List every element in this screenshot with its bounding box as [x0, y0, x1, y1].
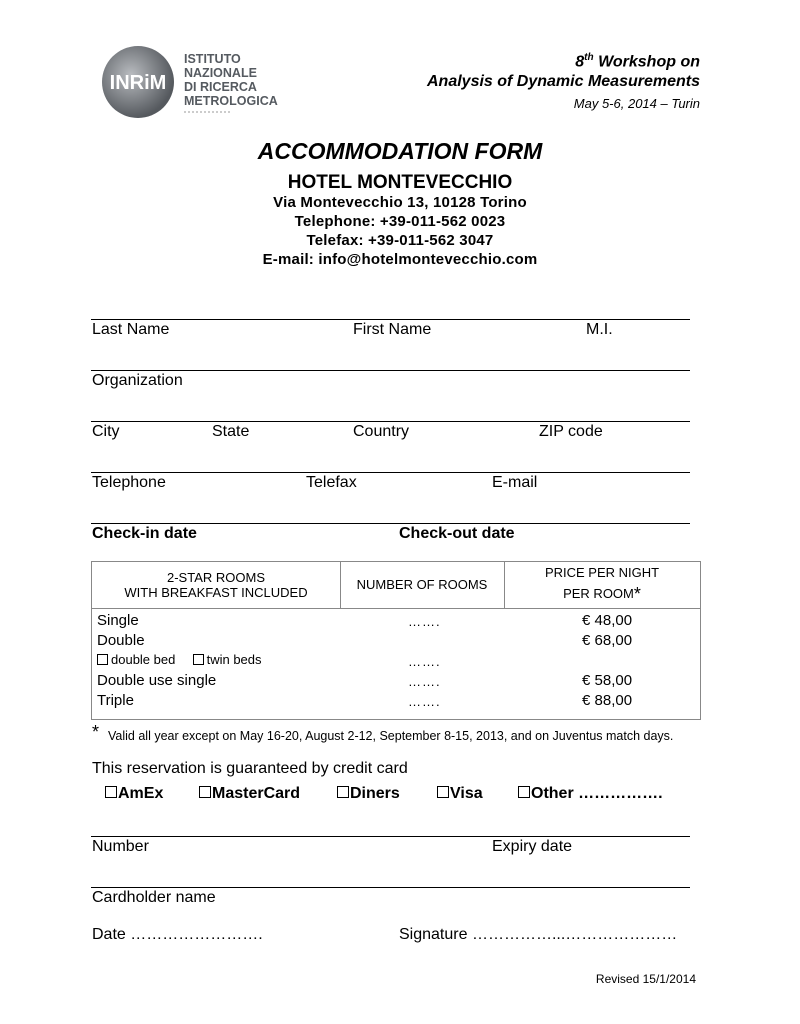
price-double-use-single: € 58,00 [582, 672, 633, 689]
email-label: E-mail [492, 474, 538, 491]
organization-label: Organization [92, 372, 183, 389]
signature-field[interactable]: Signature ……………...………………… [399, 926, 678, 943]
last-name-line[interactable] [91, 319, 690, 320]
country-label: Country [353, 423, 410, 440]
room-type-single: Single [97, 612, 139, 629]
hotel-telefax: Telefax: +39-011-562 3047 [306, 232, 494, 249]
city-label: City [92, 423, 120, 440]
card-visa-option[interactable]: Visa [437, 785, 483, 803]
col-number-header: NUMBER OF ROOMS [356, 577, 488, 592]
double-bed-checkbox[interactable] [97, 654, 108, 665]
dates-line[interactable] [91, 523, 690, 524]
hotel-email: E-mail: info@hotelmontevecchio.com [262, 251, 538, 268]
diners-checkbox[interactable] [337, 786, 349, 798]
revision-date: Revised 15/1/2014 [595, 972, 696, 986]
bed-options [97, 652, 262, 667]
hotel-address: Via Montevecchio 13, 10128 Torino [273, 194, 527, 211]
state-label: State [212, 423, 250, 440]
room-type-double-use-single: Double use single [97, 672, 217, 689]
logo-brand: INRiM [109, 72, 167, 94]
checkin-label: Check-in date [92, 525, 197, 542]
telephone-label: Telephone [92, 474, 166, 491]
mi-label: M.I. [586, 321, 613, 338]
double-bed-label: double bed [111, 652, 176, 667]
price-single: € 48,00 [582, 612, 633, 629]
validity-note: Valid all year except on May 16-20, August 2-12, September 8-15, 2013, and on Juventus match days. [108, 729, 674, 743]
rooms-table [91, 561, 701, 720]
city-line[interactable] [91, 421, 690, 422]
card-number-label: Number [92, 838, 149, 855]
price-double: € 68,00 [582, 632, 633, 649]
cardholder-line[interactable] [91, 887, 690, 888]
telefax-label: Telefax [306, 474, 357, 491]
count-double-use-single[interactable]: ……. [408, 674, 441, 689]
cardholder-label: Cardholder name [92, 889, 216, 906]
count-double[interactable]: ……. [408, 654, 441, 669]
last-name-label: Last Name [92, 321, 170, 338]
guarantee-text: This reservation is guaranteed by credit card [92, 760, 408, 777]
hotel-telephone: Telephone: +39-011-562 0023 [294, 213, 506, 230]
card-amex-option[interactable]: AmEx [105, 785, 163, 803]
hotel-name: HOTEL MONTEVECCHIO [287, 172, 513, 193]
card-mastercard-option[interactable]: MasterCard [199, 785, 300, 803]
room-type-triple: Triple [97, 692, 134, 709]
card-diners-option[interactable]: Diners [337, 785, 400, 803]
logo-line-4: METROLOGICA [184, 94, 278, 108]
workshop-dates: May 5-6, 2014 – Turin [573, 96, 700, 111]
visa-checkbox[interactable] [437, 786, 449, 798]
inrim-logo [100, 44, 278, 120]
mastercard-checkbox[interactable] [199, 786, 211, 798]
workshop-title-line2: Analysis of Dynamic Measurements [427, 73, 700, 90]
card-number-line[interactable] [91, 836, 690, 837]
logo-line-1: ISTITUTO [184, 52, 241, 66]
form-title: ACCOMMODATION FORM [257, 138, 543, 164]
logo-line-3: DI RICERCA [184, 80, 257, 94]
workshop-title-line1: 8th Workshop on [575, 52, 700, 71]
expiry-date-label: Expiry date [492, 838, 573, 855]
col-price-header: PRICE PER NIGHT PER ROOM* [544, 565, 660, 604]
telephone-line[interactable] [91, 472, 690, 473]
first-name-label: First Name [353, 321, 432, 338]
date-field[interactable]: Date ……………………. [92, 926, 263, 943]
count-single[interactable]: ……. [408, 614, 441, 629]
count-triple[interactable]: ……. [408, 694, 441, 709]
checkout-label: Check-out date [399, 525, 515, 542]
note-asterisk: * [92, 722, 100, 742]
zip-label: ZIP code [539, 423, 603, 440]
other-checkbox[interactable] [518, 786, 530, 798]
col-room-type-header: 2-STAR ROOMS WITH BREAKFAST INCLUDED [124, 570, 308, 600]
card-other-option[interactable]: Other ……………. [518, 785, 663, 803]
twin-beds-label: twin beds [206, 652, 262, 667]
amex-checkbox[interactable] [105, 786, 117, 798]
room-type-double: Double [97, 632, 145, 649]
organization-line[interactable] [91, 370, 690, 371]
price-triple: € 88,00 [582, 692, 633, 709]
twin-beds-checkbox[interactable] [193, 654, 204, 665]
logo-line-2: NAZIONALE [184, 66, 257, 80]
